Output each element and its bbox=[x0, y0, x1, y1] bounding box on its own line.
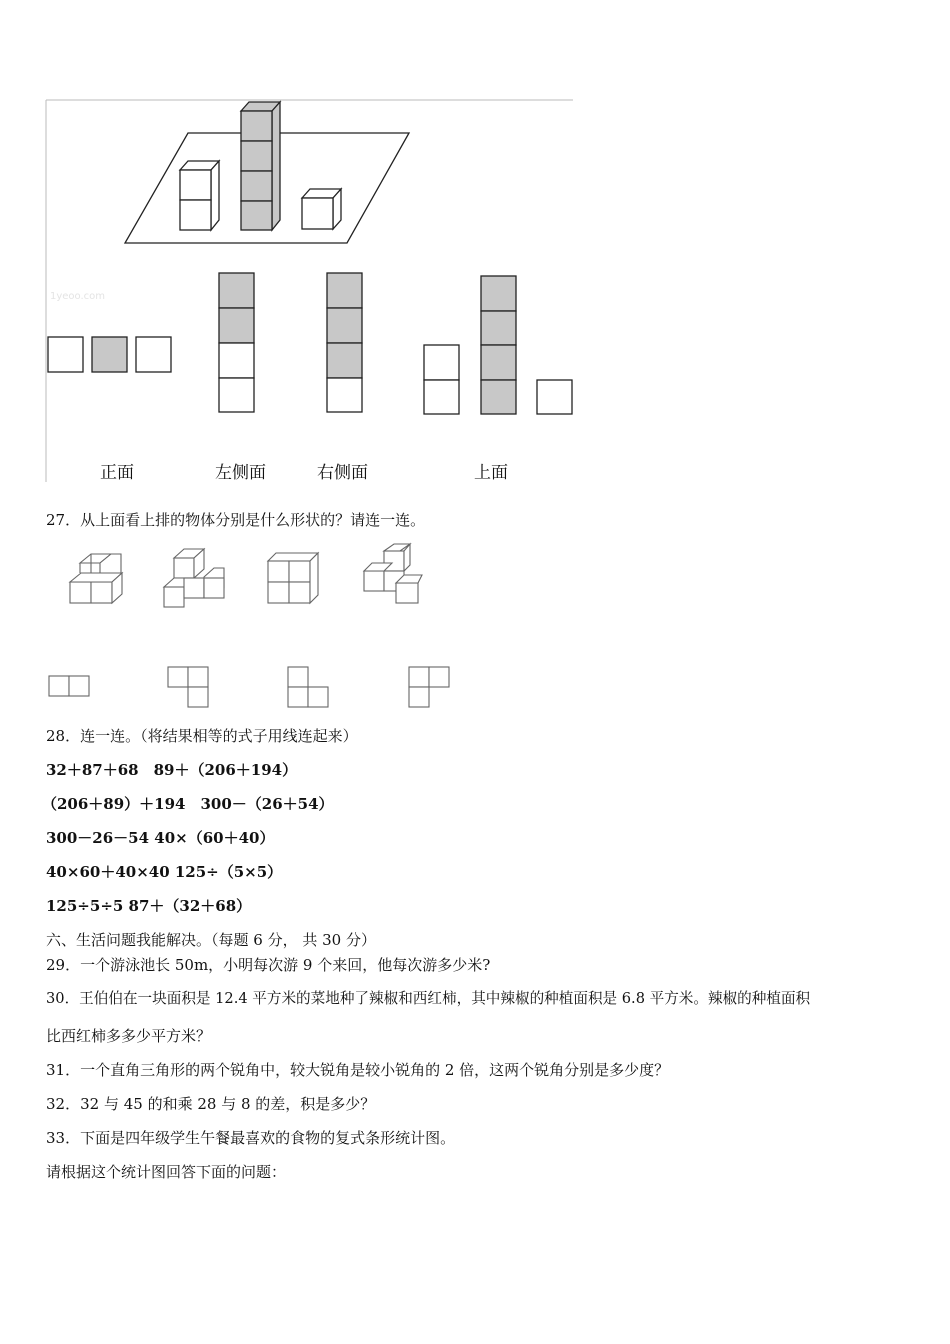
cube-arrangement-on-plane bbox=[0, 0, 600, 260]
question-30-line-1: 30．王伯伯在一块面积是 12.4 平方米的菜地种了辣椒和西红柿，其中辣椒的种植面积是 6.8 平方米。辣椒的种植面积 bbox=[46, 990, 811, 1007]
front-view-squares bbox=[0, 320, 200, 380]
q28-row-1: 32＋87＋68 89＋（206＋194） bbox=[46, 761, 298, 779]
label-left-side: 左侧面 bbox=[215, 463, 266, 483]
q27-solids-row bbox=[60, 543, 510, 618]
q28-row-5: 125÷5÷5 87＋（32＋68） bbox=[46, 897, 252, 915]
q28-row-2: （206＋89）＋194 300－（26＋54） bbox=[42, 795, 334, 813]
left-side-view-squares bbox=[200, 260, 260, 420]
question-27: 27．从上面看上排的物体分别是什么形状的？请连一连。 bbox=[46, 511, 426, 529]
q27-top-view-shapes bbox=[40, 662, 460, 712]
label-top: 上面 bbox=[474, 463, 508, 483]
question-30-line-2: 比西红柿多多少平方米？ bbox=[46, 1027, 212, 1045]
right-side-view-squares bbox=[310, 260, 370, 420]
top-view-squares bbox=[400, 260, 600, 420]
label-front: 正面 bbox=[100, 463, 134, 483]
question-33-line-2: 请根据这个统计图回答下面的问题： bbox=[46, 1163, 287, 1181]
three-views-figure bbox=[0, 0, 600, 490]
question-31: 31．一个直角三角形的两个锐角中，较大锐角是较小锐角的 2 倍，这两个锐角分别是多少度？ bbox=[46, 1061, 670, 1079]
question-28-title: 28．连一连。（将结果相等的式子用线连起来） bbox=[46, 727, 358, 745]
question-33-line-1: 33．下面是四年级学生午餐最喜欢的食物的复式条形统计图。 bbox=[46, 1129, 456, 1147]
question-32: 32．32 与 45 的和乘 28 与 8 的差，积是多少？ bbox=[46, 1095, 376, 1113]
label-right-side: 右侧面 bbox=[317, 463, 368, 483]
q28-row-3: 300－26－54 40×（60＋40） bbox=[46, 829, 275, 847]
question-29: 29．一个游泳池长 50m，小明每次游 9 个来回，他每次游多少米? bbox=[46, 956, 491, 974]
section-6-title: 六、生活问题我能解决。（每题 6 分， 共 30 分） bbox=[46, 931, 376, 949]
q28-row-4: 40×60＋40×40 125÷（5×5） bbox=[46, 863, 283, 881]
watermark-text: 1yeoo.com bbox=[50, 291, 106, 302]
